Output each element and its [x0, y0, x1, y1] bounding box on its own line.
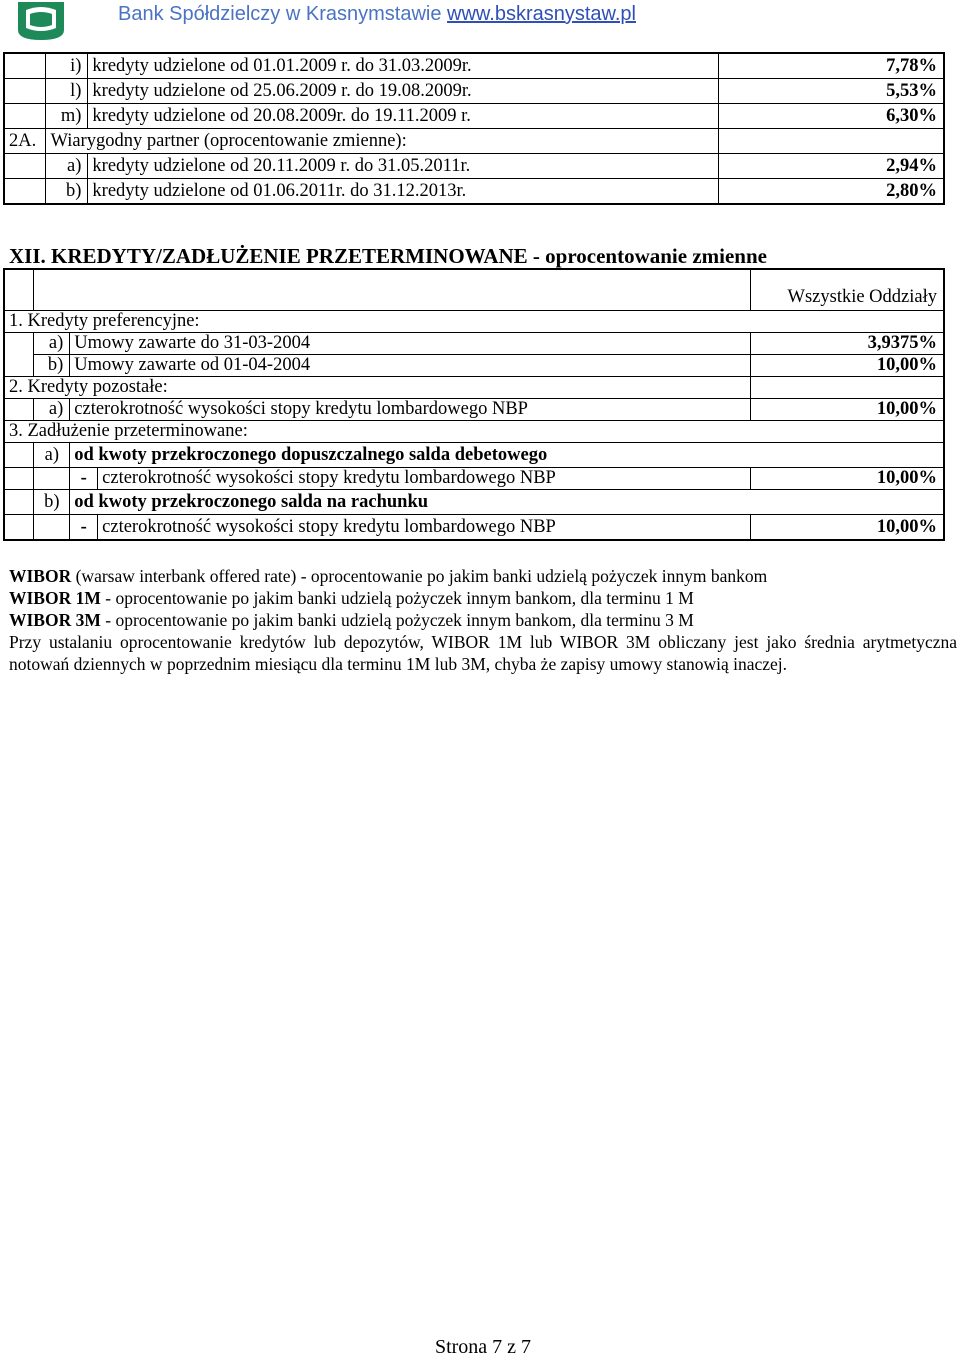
- note-term: WIBOR 1M: [9, 588, 101, 608]
- group-title: 2. Kredyty pozostałe:: [4, 377, 750, 399]
- note-text: (warsaw interbank offered rate) - oprocentowanie po jakim banki udzielą pożyczek innym bankom: [71, 566, 768, 586]
- row-index: l): [46, 79, 88, 104]
- table-row: [4, 355, 944, 377]
- row-spacer: [4, 104, 46, 129]
- row-index: b): [46, 179, 88, 205]
- subgroup-row: [4, 490, 944, 515]
- note-term: WIBOR 3M: [9, 610, 101, 630]
- note-wibor: [9, 565, 957, 587]
- row-spacer: [4, 355, 34, 377]
- row-value: 10,00%: [750, 355, 944, 377]
- row-index: a): [46, 154, 88, 179]
- row-value: 7,78%: [719, 53, 944, 79]
- table-row: [4, 104, 944, 129]
- table-row: [4, 154, 944, 179]
- row-label: kredyty udzielone od 01.06.2011r. do 31.12.2013r.: [88, 179, 719, 205]
- table-row: [4, 53, 944, 79]
- table-row: [4, 399, 944, 421]
- bank-logo-icon: [14, 0, 68, 42]
- row-spacer: [4, 443, 34, 468]
- row-value: 10,00%: [750, 399, 944, 421]
- row-value: 6,30%: [719, 104, 944, 129]
- row-index: a): [34, 333, 70, 355]
- row-label: kredyty udzielone od 20.08.2009r. do 19.11.2009 r.: [88, 104, 719, 129]
- row-value: 10,00%: [750, 468, 944, 490]
- row-dash: -: [70, 515, 98, 541]
- table-row: [4, 179, 944, 205]
- section-xii-title: XII. KREDYTY/ZADŁUŻENIE PRZETERMINOWANE - oprocentowanie zmienne: [9, 244, 767, 268]
- subgroup-row: [4, 443, 944, 468]
- row-value: 2,94%: [719, 154, 944, 179]
- row-spacer: [4, 179, 46, 205]
- note-text: - oprocentowanie po jakim banki udzielą pożyczek innym bankom, dla terminu 1 M: [100, 588, 694, 608]
- row-spacer: [4, 79, 46, 104]
- group-header: [4, 311, 944, 333]
- note-wibor-1m: [9, 587, 957, 609]
- table-row: [4, 79, 944, 104]
- row-label: Umowy zawarte od 01-04-2004: [70, 355, 750, 377]
- row-label: czterokrotność wysokości stopy kredytu lombardowego NBP: [98, 468, 751, 490]
- row-label: kredyty udzielone od 25.06.2009 r. do 19.08.2009r.: [88, 79, 719, 104]
- row-spacer: [4, 468, 34, 490]
- row-label: od kwoty przekroczonego salda na rachunku: [70, 490, 944, 515]
- bank-url-link[interactable]: www.bskrasnystaw.pl: [447, 3, 636, 25]
- row-index: i): [46, 53, 88, 79]
- note-wibor-3m: [9, 609, 957, 631]
- section-title: Wiarygodny partner (oprocentowanie zmienne):: [46, 129, 719, 154]
- row-index: a): [34, 399, 70, 421]
- row-spacer: [34, 515, 70, 541]
- section-2a-header: [4, 129, 944, 154]
- overdue-credits-table: [3, 268, 945, 541]
- page-number: Strona 7 z 7: [434, 1336, 532, 1358]
- row-spacer: [4, 154, 46, 179]
- row-index: b): [34, 355, 70, 377]
- table-row: [4, 515, 944, 541]
- notes-section: [9, 565, 957, 675]
- row-index: a): [34, 443, 70, 468]
- row-value: 2,80%: [719, 179, 944, 205]
- table-row: [4, 468, 944, 490]
- row-spacer: [4, 53, 46, 79]
- row-label: czterokrotność wysokości stopy kredytu lombardowego NBP: [70, 399, 750, 421]
- column-header-row: [4, 269, 944, 311]
- group-header: [4, 421, 944, 443]
- row-value: 10,00%: [750, 515, 944, 541]
- page-header: [0, 0, 960, 44]
- note-term: WIBOR: [9, 566, 72, 586]
- row-spacer: [4, 399, 34, 421]
- row-label: od kwoty przekroczonego dopuszczalnego salda debetowego: [70, 443, 944, 468]
- empty-cell: [4, 269, 34, 311]
- group-header: [4, 377, 944, 399]
- column-header: Wszystkie Oddziały: [750, 269, 944, 311]
- row-spacer: [4, 333, 34, 355]
- row-label: kredyty udzielone od 01.01.2009 r. do 31.03.2009r.: [88, 53, 719, 79]
- note-paragraph: Przy ustalaniu oprocentowanie kredytów lub depozytów, WIBOR 1M lub WIBOR 3M obliczany jest jako średnia arytmetyczna notowań dziennych w poprzednim miesiącu dla terminu 1M lub 3M, chyba że zapisy umowy stanowią inaczej.: [9, 632, 957, 674]
- empty-cell: [34, 269, 750, 311]
- row-spacer: [4, 515, 34, 541]
- group-title: 3. Zadłużenie przeterminowane:: [4, 421, 944, 443]
- row-value: 3,9375%: [750, 333, 944, 355]
- row-label: kredyty udzielone od 20.11.2009 r. do 31.05.2011r.: [88, 154, 719, 179]
- note-text: - oprocentowanie po jakim banki udzielą pożyczek innym bankom, dla terminu 3 M: [100, 610, 694, 630]
- rates-table-top: [3, 52, 945, 205]
- group-title: 1. Kredyty preferencyjne:: [4, 311, 944, 333]
- row-value: 5,53%: [719, 79, 944, 104]
- bank-name: Bank Spółdzielczy w Krasnymstawie: [118, 3, 442, 25]
- table-row: [4, 333, 944, 355]
- header-title: [118, 3, 636, 26]
- row-label: Umowy zawarte do 31-03-2004: [70, 333, 750, 355]
- empty-cell: [750, 377, 944, 399]
- row-dash: -: [70, 468, 98, 490]
- row-label: czterokrotność wysokości stopy kredytu lombardowego NBP: [98, 515, 751, 541]
- empty-cell: [719, 129, 944, 154]
- row-spacer: [4, 490, 34, 515]
- row-index: m): [46, 104, 88, 129]
- row-index: b): [34, 490, 70, 515]
- row-spacer: [34, 468, 70, 490]
- section-index: 2A.: [4, 129, 46, 154]
